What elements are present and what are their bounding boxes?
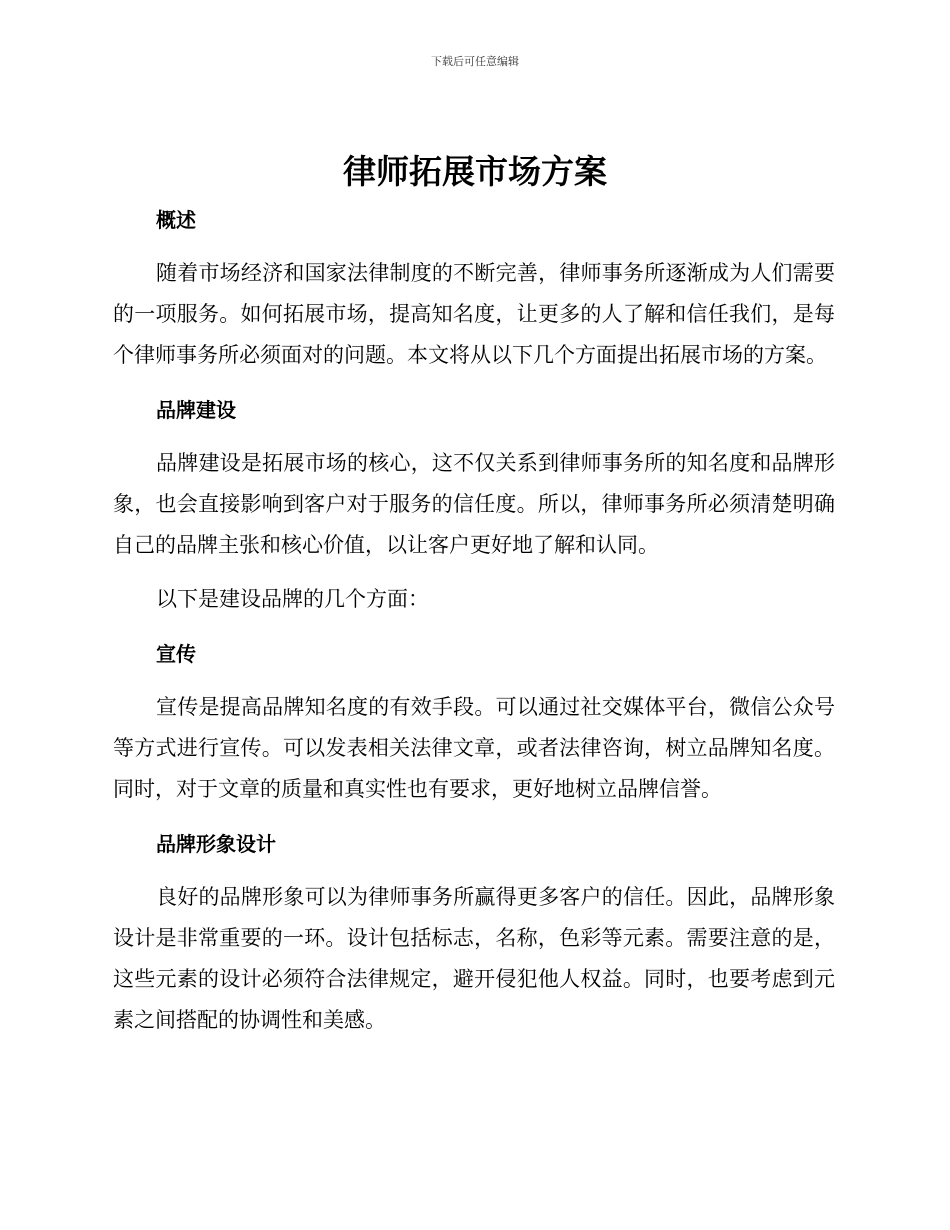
section-heading-publicity: 宣传 — [156, 642, 196, 666]
publicity-paragraph: 宣传是提高品牌知名度的有效手段。可以通过社交媒体平台，微信公众号等方式进行宣传。可以发表相关法律文章，或者法律咨询，树立品牌知名度。同时，对于文章的质量和真实性也有要求，更好地树立品牌信誉。 — [113, 695, 835, 801]
document-title: 律师拓展市场方案 — [343, 152, 607, 191]
brand-image-design-paragraph: 良好的品牌形象可以为律师事务所赢得更多客户的信任。因此，品牌形象设计是非常重要的一环。设计包括标志，名称，色彩等元素。需要注意的是，这些元素的设计必须符合法律规定，避开侵犯他人权益。同时，也要考虑到元素之间搭配的协调性和美感。 — [113, 885, 835, 1032]
overview-paragraph: 随着市场经济和国家法律制度的不断完善，律师事务所逐渐成为人们需要的一项服务。如何拓展市场，提高知名度，让更多的人了解和信任我们，是每个律师事务所必须面对的问题。本文将从以下几个方面提出拓展市场的方案。 — [113, 261, 835, 367]
section-heading-brand-image-design: 品牌形象设计 — [156, 832, 276, 856]
brand-building-intro-list: 以下是建设品牌的几个方面： — [156, 587, 429, 611]
section-heading-overview: 概述 — [156, 208, 196, 232]
section-heading-brand-building: 品牌建设 — [156, 398, 236, 422]
brand-building-paragraph: 品牌建设是拓展市场的核心，这不仅关系到律师事务所的知名度和品牌形象，也会直接影响到客户对于服务的信任度。所以，律师事务所必须清楚明确自己的品牌主张和核心价值，以让客户更好地了解和认同。 — [113, 451, 835, 557]
page-header-note: 下载后可任意编辑 — [431, 55, 519, 68]
document-body — [113, 200, 835, 1041]
